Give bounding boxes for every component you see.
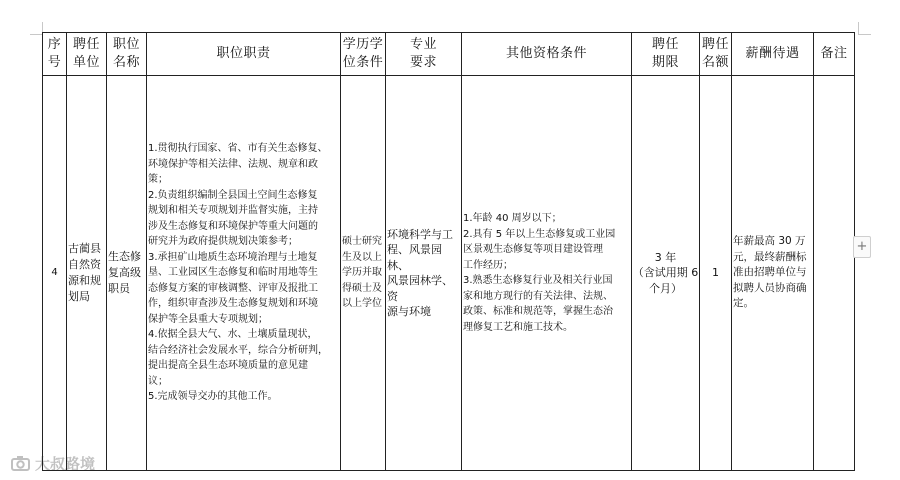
header-quota: 聘任 名额: [700, 33, 732, 76]
camera-icon: [10, 454, 32, 472]
header-duties: 职位职责: [147, 33, 341, 76]
table-row: [43, 76, 855, 471]
header-remark: 备注: [814, 33, 855, 76]
watermark-text: 大叔路境: [35, 454, 96, 473]
header-term: 聘任 期限: [632, 33, 700, 76]
cell-salary: 年薪最高 30 万 元，最终薪酬标 准由招聘单位与 拟聘人员协商确 定。: [732, 76, 814, 471]
header-position: 职位 名称: [107, 33, 147, 76]
header-unit: 聘任 单位: [67, 33, 107, 76]
header-other-qualifications: 其他资格条件: [462, 33, 632, 76]
header-no: 序 号: [43, 33, 67, 76]
recruitment-table: [42, 32, 855, 471]
cell-major: 环境科学与工 程、风景园林、 风景园林学、资 源与环境: [386, 76, 462, 471]
cell-degree: 硕士研究 生及以上 学历并取 得硕士及 以上学位: [341, 76, 386, 471]
cell-unit: 古蔺县 自然资 源和规 划局: [67, 76, 107, 471]
header-salary: 薪酬待遇: [732, 33, 814, 76]
page-corner-mark-right: [858, 22, 871, 35]
header-major: 专业 要求: [386, 33, 462, 76]
watermark: [10, 452, 95, 474]
header-degree: 学历学 位条件: [341, 33, 386, 76]
table-header-row: [43, 33, 855, 76]
cell-position: 生态修 复高级 职员: [107, 76, 147, 471]
cell-term: 3 年 （含试用期 6 个月）: [632, 76, 700, 471]
cell-no: 4: [43, 76, 67, 471]
cell-quota: 1: [700, 76, 732, 471]
cell-duties: 1.贯彻执行国家、省、市有关生态修复、 环境保护等相关法律、法规、规章和政 策； 2.负责组织编制全县国土空间生态修复 规划和相关专项规划并监督实施，主持 涉及生态修复和环境保护等重大问题的 研究并为政府提供规划决策参考； 3.承担矿山地质生态环境治理与土地复 垦、工业园区生态修复和临时用地等生 态修复方案的审核调整、评审及报批工 作，组织审查涉及生态修复规划和环境 保护等全县重大专项规划； 4.依据全县大气、水、土壤质量现状， 结合经济社会发展水平，综合分析研判， 提出提高全县生态环境质量的意见建 议； 5.完成领导交办的其他工作。: [147, 76, 341, 471]
cell-remark: [814, 76, 855, 471]
add-column-button[interactable]: +: [853, 236, 871, 258]
cell-other-qualifications: 1.年龄 40 周岁以下； 2.具有 5 年以上生态修复或工业园 区景观生态修复等项目建设管理 工作经历； 3.熟悉生态修复行业及相关行业国 家和地方现行的有关法律、法规、 政策、标准和规范等，掌握生态治 理修复工艺和施工技术。: [462, 76, 632, 471]
